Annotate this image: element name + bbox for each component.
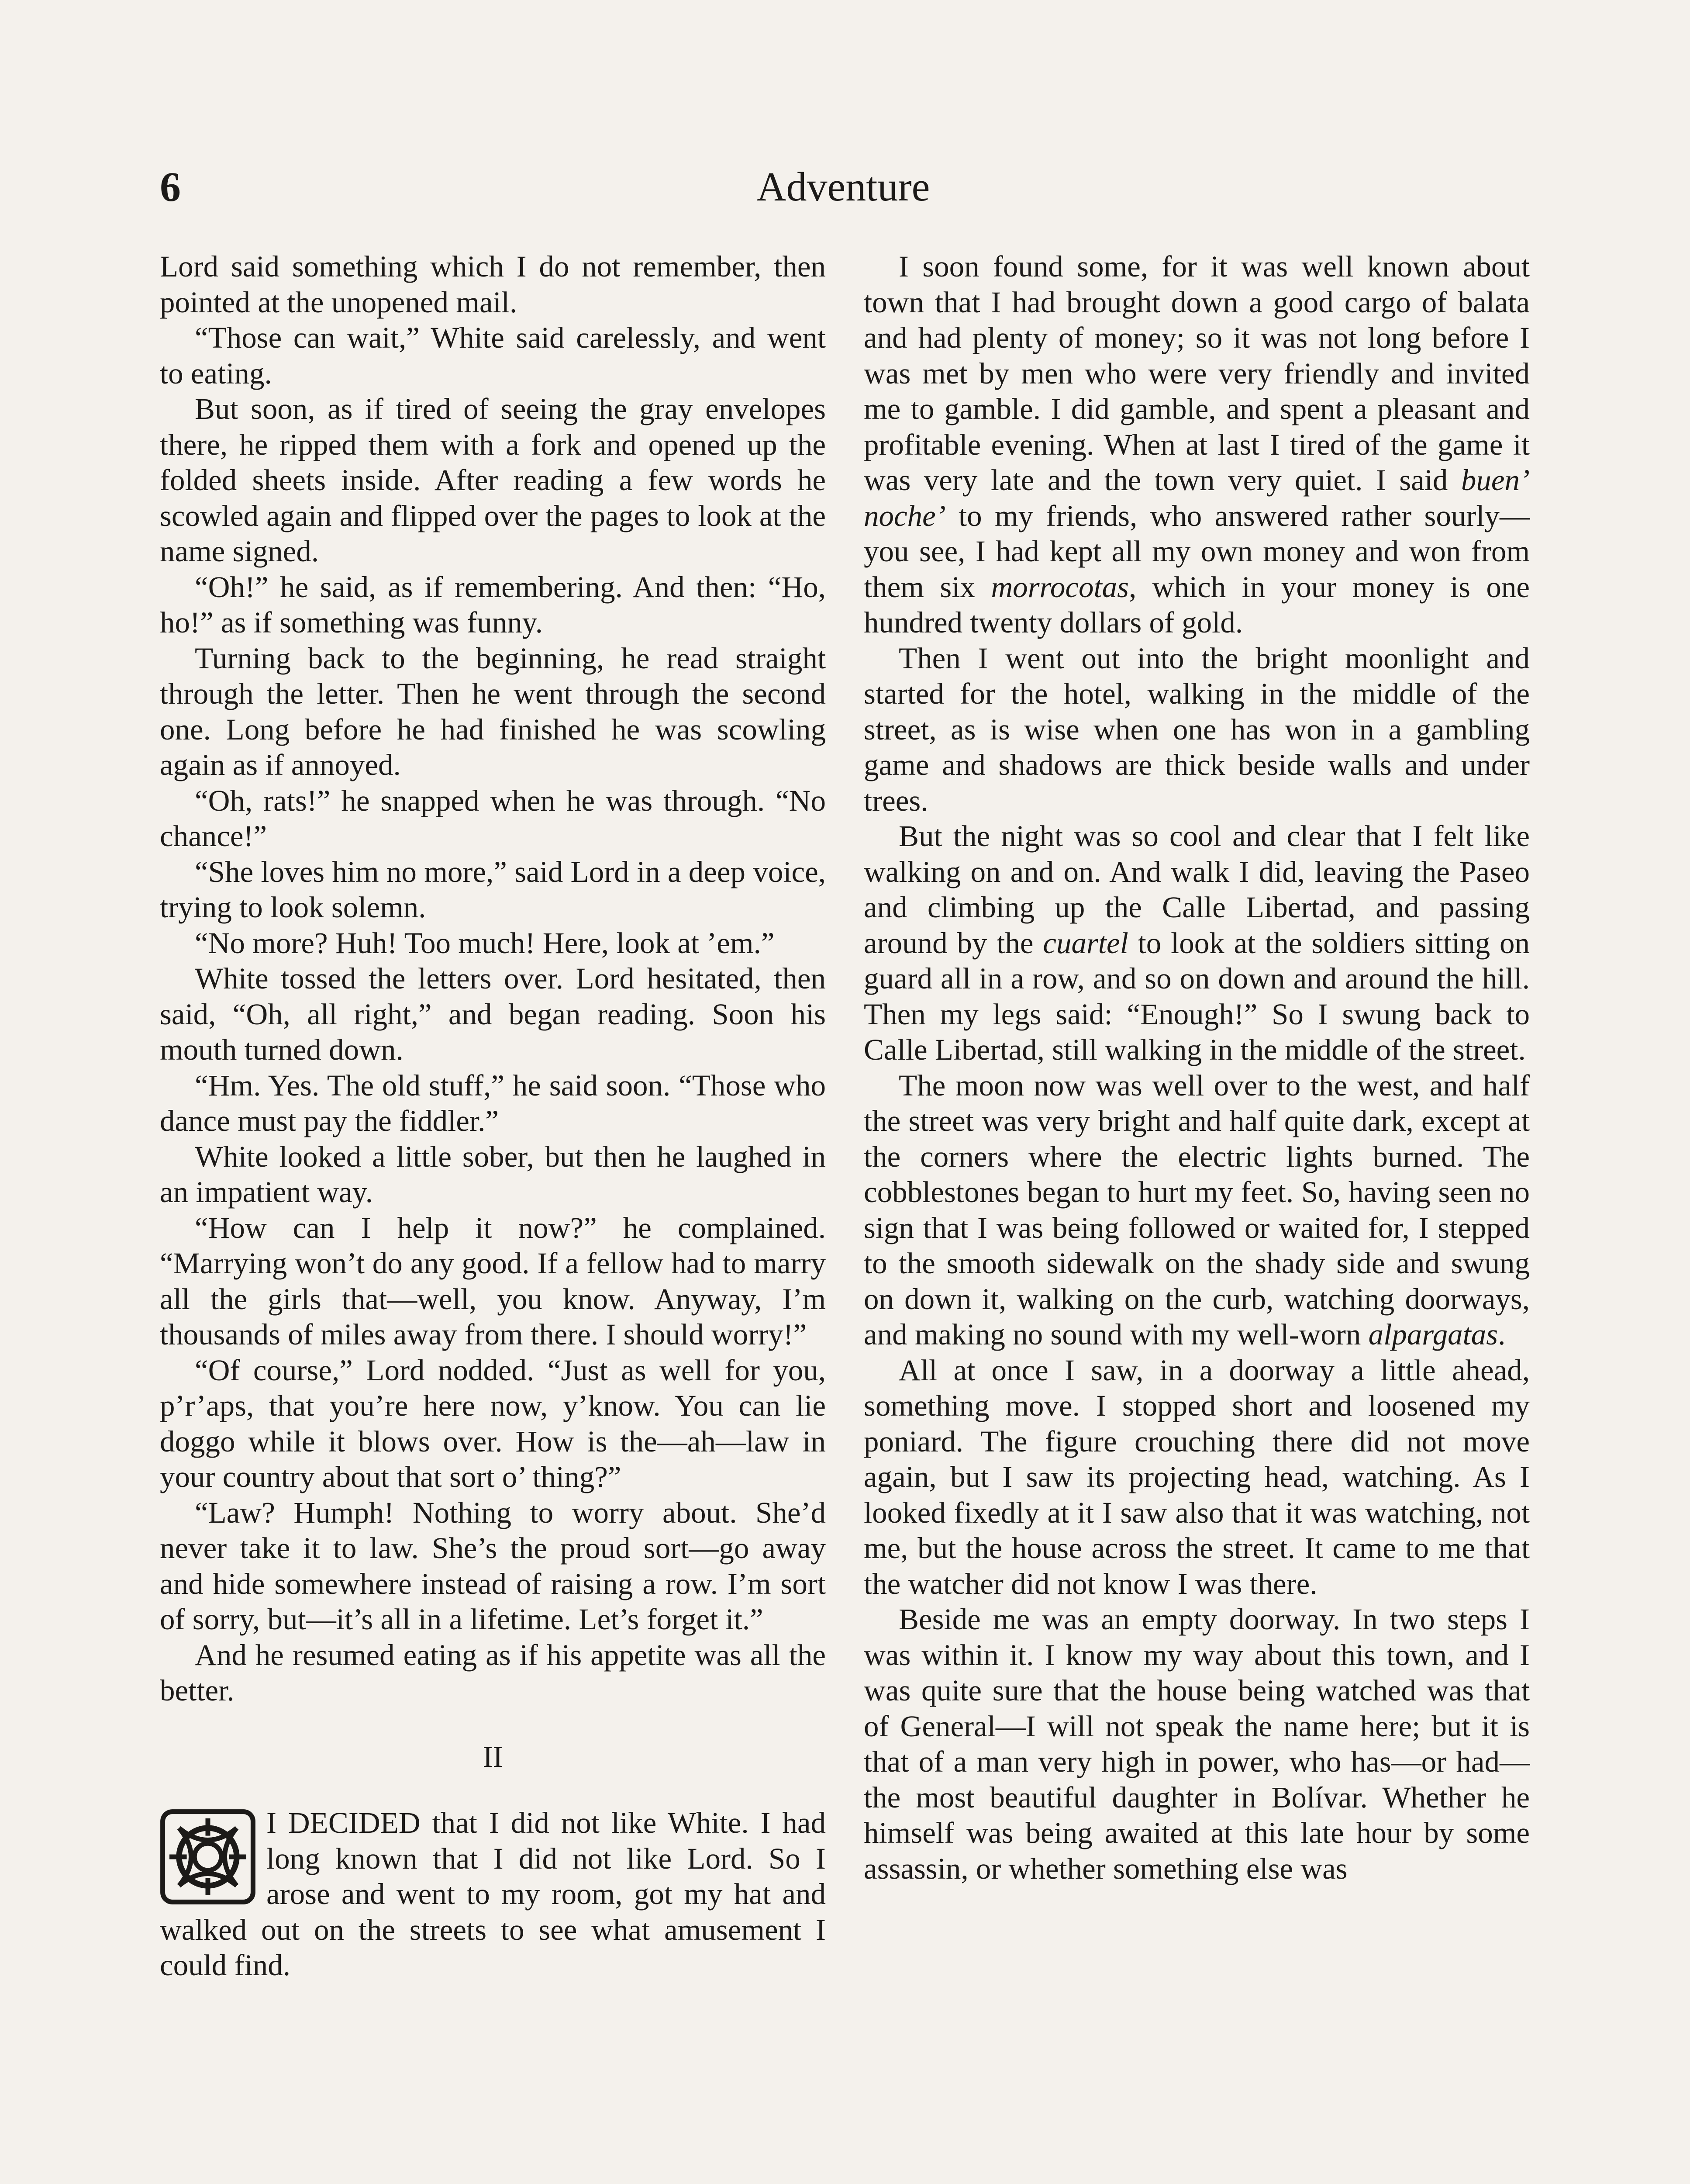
- paragraph-text: to my friends, who answered rather sourly—you see, I had kept all my own money and won from them six: [864, 499, 1530, 604]
- italic-phrase: morrocotas: [991, 570, 1129, 604]
- paragraph: “She loves him no more,” said Lord in a deep voice, trying to look solemn.: [160, 855, 826, 924]
- paragraph: “Law? Humph! Nothing to worry about. She’d never take it to law. She’s the proud sort—go away and hide somewhere instead of raising a row. I’m sort of sorry, but—it’s all in a lifetime. Let’s forget it.”: [160, 1496, 826, 1636]
- paragraph: “Those can wait,” White said carelessly, and went to eating.: [160, 321, 826, 390]
- paragraph: [864, 1068, 1530, 1353]
- section-opening-text: I DECIDED that I did not like White. I had long known that I did not like Lord. So I arose and went to my room, got my hat and walked out on the streets to see what amusement I could find.: [160, 1806, 826, 1982]
- paragraph: White tossed the letters over. Lord hesitated, then said, “Oh, all right,” and began reading. Soon his mouth turned down.: [160, 962, 826, 1066]
- paragraph: And he resumed eating as if his appetite was all the better.: [160, 1638, 826, 1707]
- paragraph: But soon, as if tired of seeing the gray envelopes there, he ripped them with a fork and opened up the folded sheets inside. After reading a few words he scowled again and flipped over the pages to look at the name signed.: [160, 392, 826, 568]
- paragraph: Beside me was an empty doorway. In two steps I was within it. I know my way about this town, and I was quite sure that the house being watched was that of General—I will not speak the name here; but it is that of a man very high in power, who has—or had—the most beautiful daughter in Bolívar. Whether he himself was being awaited at this late hour by some assassin, or whether something else was: [864, 1603, 1530, 1885]
- paragraph: “How can I help it now?” he complained. “Marrying won’t do any good. If a fellow had to marry all the girls that—well, you know. Anyway, I’m thousands of miles away from there. I should worry!”: [160, 1211, 826, 1351]
- paragraph-text: I soon found some, for it was well known about town that I had brought down a good cargo of balata and had plenty of money; so it was not long before I was met by men who were very friendly and invited me to gamble. I did gamble, and spent a pleasant and profitable evening. When at last I tired of the game it was very late and the town very quiet. I said: [864, 250, 1530, 497]
- paragraph-text: But the night was so cool and clear that I felt like walking on and on. And walk I did, leaving the Paseo and climbing up the Calle Libertad, and passing around by the: [864, 819, 1530, 960]
- paragraph: “Of course,” Lord nodded. “Just as well for you, p’r’aps, that you’re here now, y’know. You can lie doggo while it blows over. How is the—ah—law in your country about that sort o’ thing?”: [160, 1353, 826, 1493]
- running-title: Adventure: [756, 164, 930, 210]
- italic-phrase: buen’ noche’: [864, 463, 1530, 532]
- paragraph-text: .: [1498, 1318, 1506, 1351]
- paragraph: [864, 249, 1530, 641]
- paragraph-text: The moon now was well over to the west, and half the street was very bright and half quite dark, except at the corners where the electric lights burned. The cobblestones began to hurt my feet. So, having seen no sign that I was being followed or waited for, I stepped to the smooth sidewalk on the shady side and swung on down it, walking on the curb, watching doorways, and making no sound with my well-worn: [864, 1068, 1530, 1351]
- paragraph: “Hm. Yes. The old stuff,” he said soon. “Those who dance must pay the fiddler.”: [160, 1068, 826, 1137]
- right-column: [864, 249, 1530, 1887]
- page-header: [160, 156, 1527, 218]
- paragraph: “Oh, rats!” he snapped when he was through. “No chance!”: [160, 784, 826, 853]
- italic-phrase: cuartel: [1043, 926, 1128, 960]
- paragraph-text: , which in your money is one hundred twenty dollars of gold.: [864, 570, 1530, 639]
- paragraph: Lord said something which I do not remember, then pointed at the unopened mail.: [160, 250, 826, 319]
- paragraph: White looked a little sober, but then he laughed in an impatient way.: [160, 1140, 826, 1209]
- celtic-knot-ornament-icon: [160, 1809, 256, 1905]
- page-number: 6: [160, 163, 181, 210]
- paragraph: All at once I saw, in a doorway a little ahead, something move. I stopped short and loosened my poniard. The figure crouching there did not move again, but I saw its projecting head, watching. As I looked fixedly at it I saw also that it was watching, not me, but the house across the street. It came to me that the watcher did not know I was there.: [864, 1353, 1530, 1600]
- section-opening-paragraph: [160, 1805, 826, 1984]
- paragraph-text: to look at the soldiers sitting on guard all in a row, and so on down and around the hill. Then my legs said: “Enough!” So I swung back to Calle Libertad, still walking in the middle of the street.: [864, 926, 1530, 1066]
- section-heading: II: [483, 1740, 503, 1773]
- paragraph: Turning back to the beginning, he read straight through the letter. Then he went through the second one. Long before he had finished he was scowling again as if annoyed.: [160, 641, 826, 781]
- paragraph: [864, 819, 1530, 1068]
- paragraph: “No more? Huh! Too much! Here, look at ’em.”: [195, 926, 775, 960]
- paragraph: Then I went out into the bright moonlight and started for the hotel, walking in the middle of the street, as is wise when one has won in a gambling game and shadows are thick beside walls and under trees.: [864, 641, 1530, 817]
- left-column: [160, 249, 826, 1984]
- paragraph: “Oh!” he said, as if remembering. And then: “Ho, ho!” as if something was funny.: [160, 570, 826, 639]
- italic-phrase: alpargatas: [1368, 1318, 1498, 1351]
